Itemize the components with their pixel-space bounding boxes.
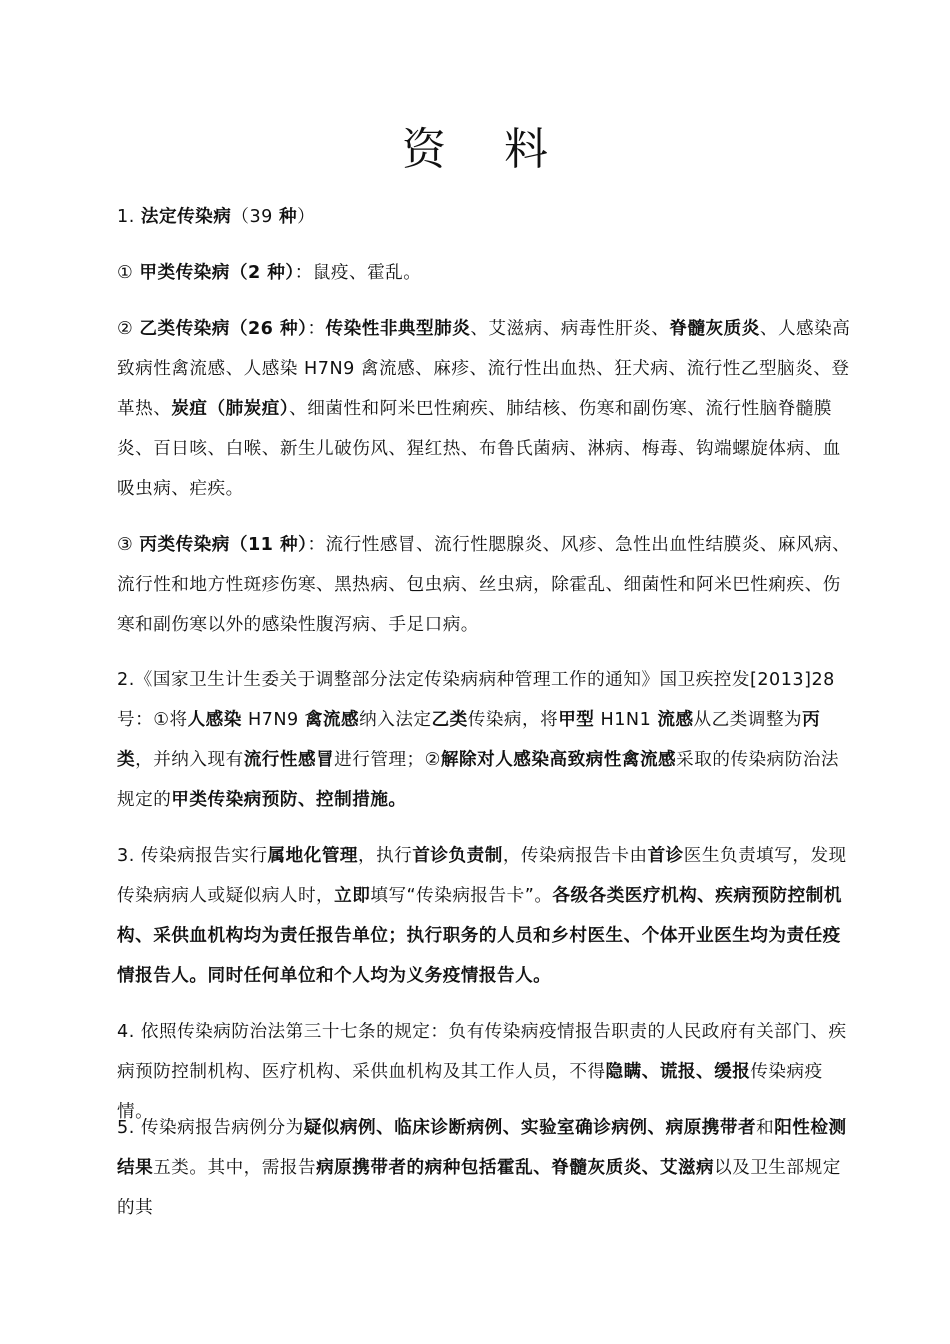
text-run: 以及卫生部规定的其 bbox=[117, 1158, 841, 1218]
bold-text-run: 属地化管理 bbox=[267, 846, 359, 866]
bold-text-run: 隐瞒、谎报、缓报 bbox=[605, 1062, 751, 1082]
bold-text-run: 种 bbox=[278, 207, 298, 227]
bold-text-run: 甲型 bbox=[558, 710, 595, 730]
bold-text-run: 禽流感 bbox=[304, 710, 360, 730]
text-run: 5. 传染病报告病例分为 bbox=[117, 1118, 304, 1138]
text-run: 2.《国家卫生计生委关于调整部分法定传染病病种管理工作的通知》国卫疾控发[2013]28 号：①将 bbox=[117, 670, 835, 730]
bold-text-run: 乙类传染病（26 种） bbox=[139, 319, 308, 339]
bold-text-run: 解除对人感染高致病性禽流感 bbox=[440, 750, 677, 770]
text-run: 1. bbox=[117, 207, 141, 227]
text-run: H7N9 bbox=[241, 710, 305, 730]
text-run: ② bbox=[117, 319, 140, 339]
page-title: 资 料 bbox=[402, 124, 570, 175]
text-run: ：流行性感冒、流行性腮腺炎、风疹、急性出血性结膜炎、麻风病、流行性和地方性斑疹伤寒、黑热病、包虫病、丝虫病，除霍乱、细菌性和阿米巴性痢疾、伤寒和副伤寒以外的感染性腹泻病、手足口病。 bbox=[117, 535, 851, 635]
text-run: 传染病，将 bbox=[467, 710, 559, 730]
text-run: 进行管理；② bbox=[334, 750, 441, 770]
text-run: 填写“传染病报告卡”。 bbox=[370, 886, 553, 906]
text-run: ① bbox=[117, 263, 140, 283]
text-run: 传染病疫情。 bbox=[117, 1062, 823, 1122]
text-run: ： bbox=[307, 319, 326, 339]
text-run: 、人感染高致病性禽流感、人感染 H7N9 禽流感、麻疹、流行性出血热、狂犬病、流行性乙型脑炎、登革热、 bbox=[117, 319, 851, 419]
paragraph-class-b bbox=[117, 309, 852, 509]
bold-text-run: 脊髓灰质炎 bbox=[669, 319, 760, 339]
text-run: 纳入法定 bbox=[359, 710, 432, 730]
text-run: 3. 传染病报告实行 bbox=[117, 846, 268, 866]
bold-text-run: 甲类传染病预防、控制措施。 bbox=[171, 790, 407, 810]
bold-text-run: 乙类 bbox=[431, 710, 468, 730]
bold-text-run: 首诊负责制 bbox=[412, 846, 503, 866]
bold-text-run: 人感染 bbox=[187, 710, 242, 730]
text-run: H1N1 bbox=[594, 710, 658, 730]
bold-text-run: 流感 bbox=[657, 710, 694, 730]
paragraph-2-notice bbox=[117, 660, 852, 820]
bold-text-run: 炭疽（肺炭疽） bbox=[171, 399, 290, 419]
text-run: ，传染病报告卡由 bbox=[502, 846, 648, 866]
text-run: 、艾滋病、病毒性肝炎、 bbox=[470, 319, 670, 339]
bold-text-run: 丙类 bbox=[117, 710, 821, 770]
text-run: 五类。其中，需报告 bbox=[153, 1158, 317, 1178]
bold-text-run: 各级各类医疗机构、疾病预防控制机构、采供血机构均为责任报告单位；执行职务的人员和乡村医生、个体开业医生均为责任疫情报告人。同时任何单位和个人均为义务疫情报告人。 bbox=[117, 886, 842, 986]
paragraph-1-notifiable-diseases bbox=[117, 197, 852, 237]
bold-text-run: 疑似病例、临床诊断病例、实验室确诊病例、病原携带者 bbox=[303, 1118, 757, 1138]
text-run: ） bbox=[297, 207, 316, 227]
text-run: ③ bbox=[117, 535, 140, 555]
text-run: ：鼠疫、霍乱。 bbox=[294, 263, 422, 283]
bold-text-run: 首诊 bbox=[647, 846, 684, 866]
text-run: （39 bbox=[231, 207, 279, 227]
text-run: 医生负责填写，发现传染病病人或疑似病人时， bbox=[117, 846, 847, 906]
paragraph-class-a bbox=[117, 253, 852, 293]
text-run: 采取的传染病防治法规定的 bbox=[117, 750, 840, 810]
paragraph-3-reporting bbox=[117, 836, 852, 996]
bold-text-run: 法定传染病 bbox=[140, 207, 232, 227]
text-run: ，执行 bbox=[358, 846, 413, 866]
bold-text-run: 病原携带者的病种包括霍乱、脊髓灰质炎、艾滋病 bbox=[316, 1158, 715, 1178]
text-run: 和 bbox=[756, 1118, 775, 1138]
bold-text-run: 阳性检测结果 bbox=[117, 1118, 847, 1178]
bold-text-run: 立即 bbox=[334, 886, 371, 906]
text-run: 从乙类调整为 bbox=[693, 710, 803, 730]
text-run: 4. 依照传染病防治法第三十七条的规定：负有传染病疫情报告职责的人民政府有关部门、疾病预防控制机构、医疗机构、采供血机构及其工作人员，不得 bbox=[117, 1022, 847, 1082]
paragraph-class-c bbox=[117, 525, 852, 645]
bold-text-run: 甲类传染病（2 种） bbox=[139, 263, 295, 283]
bold-text-run: 传染性非典型肺炎 bbox=[325, 319, 471, 339]
text-run: 、细菌性和阿米巴性痢疾、肺结核、伤寒和副伤寒、流行性脑脊髓膜炎、百日咳、白喉、新生儿破伤风、猩红热、布鲁氏菌病、淋病、梅毒、钩端螺旋体病、血吸虫病、疟疾。 bbox=[117, 399, 841, 499]
paragraph-5-case-types bbox=[117, 1108, 852, 1228]
bold-text-run: 流行性感冒 bbox=[243, 750, 335, 770]
text-run: ，并纳入现有 bbox=[135, 750, 244, 770]
bold-text-run: 丙类传染病（11 种） bbox=[139, 535, 308, 555]
